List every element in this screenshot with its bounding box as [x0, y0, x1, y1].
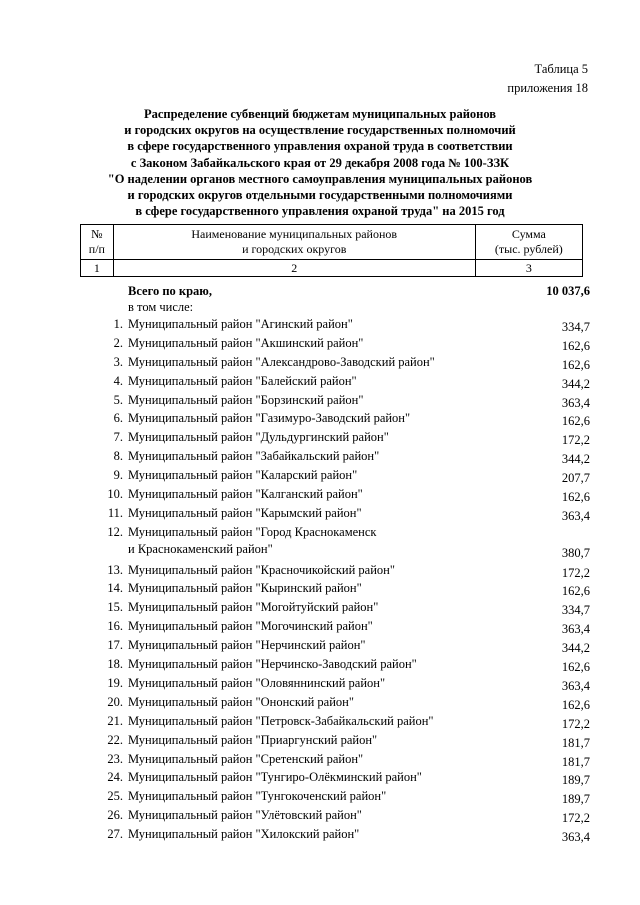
row-number: 11. [107, 505, 123, 520]
row-amount: 334,7 [561, 320, 590, 334]
total-row [80, 283, 590, 299]
row-amount: 181,7 [561, 735, 590, 750]
total-label: Всего по краю, [128, 284, 212, 298]
row-district-name: Муниципальный район "Каларский район" [128, 468, 358, 483]
table-row [80, 315, 590, 334]
table-row [80, 409, 590, 428]
row-district-name: Муниципальный район "Дульдургинский район" [128, 430, 389, 445]
row-amount: 380,7 [561, 545, 590, 560]
table-row [80, 712, 590, 731]
row-amount: 172,2 [561, 433, 590, 448]
row-number: 5. [113, 392, 123, 407]
title-line: и городских округов на осуществление государственных полномочий [124, 123, 516, 138]
including-label: в том числе: [128, 300, 194, 314]
row-district-name: Муниципальный район "Калганский район" [128, 487, 363, 502]
row-amount: 363,4 [561, 678, 590, 693]
row-number: 15. [107, 600, 123, 615]
table-body [80, 283, 590, 844]
row-amount: 162,6 [561, 660, 590, 675]
row-district-name: Муниципальный район "Тунгокоченский район" [128, 789, 387, 804]
row-number: 24. [107, 770, 123, 785]
table-row [80, 768, 590, 787]
row-number: 25. [107, 789, 123, 804]
row-district-name: Муниципальный район "Акшинский район" [128, 335, 364, 350]
row-amount: 172,2 [561, 716, 590, 731]
appendix-label: приложения 18 [507, 81, 588, 95]
row-amount: 172,2 [561, 565, 590, 580]
table-row [80, 806, 590, 825]
table-row [80, 504, 590, 523]
row-district-name: Муниципальный район "Александрово-Заводский район" [128, 354, 435, 369]
row-amount: 162,6 [561, 338, 590, 353]
row-number: 21. [107, 713, 123, 728]
row-number: 7. [113, 430, 123, 445]
table-row [80, 523, 590, 561]
table-row [80, 334, 590, 353]
row-amount: 363,4 [561, 830, 590, 845]
table-row [80, 617, 590, 636]
row-number: 23. [107, 751, 123, 766]
row-amount: 334,7 [561, 603, 590, 618]
table-row [80, 636, 590, 655]
row-district-name: Муниципальный район "Агинский район" [128, 317, 353, 331]
table-row [80, 447, 590, 466]
document-title [90, 106, 550, 219]
row-number: 22. [107, 732, 123, 747]
row-amount: 363,4 [561, 508, 590, 523]
table-row [80, 655, 590, 674]
row-amount: 344,2 [561, 641, 590, 656]
col-number-header-text: № п/п [88, 227, 105, 256]
row-amount: 189,7 [561, 792, 590, 807]
row-district-name: Муниципальный район "Газимуро-Заводский район" [128, 411, 411, 426]
row-amount: 162,6 [561, 697, 590, 712]
row-district-name: Муниципальный район "Могойтуйский район" [128, 600, 379, 615]
table-row [80, 428, 590, 447]
row-district-name: Муниципальный район "Могочинский район" [128, 619, 373, 634]
row-number: 8. [113, 449, 123, 464]
table-row [80, 825, 590, 844]
table-row [80, 750, 590, 769]
row-district-name: Муниципальный район "Сретенский район" [128, 751, 364, 766]
col-name-header [113, 225, 475, 260]
row-district-name: Муниципальный район "Ононский район" [128, 694, 354, 709]
row-amount: 172,2 [561, 811, 590, 826]
table-row [80, 579, 590, 598]
row-number: 10. [107, 487, 123, 502]
table-row [80, 561, 590, 580]
title-line: в сфере государственного управления охраной труда" на 2015 год [135, 204, 505, 219]
row-number: 1. [113, 317, 123, 331]
table-row [80, 693, 590, 712]
row-district-name: Муниципальный район "Нерчинский район" [128, 638, 366, 653]
table-row [80, 731, 590, 750]
row-district-name: Муниципальный район "Балейский район" [128, 373, 357, 388]
title-line: с Законом Забайкальского края от 29 декабря 2008 года № 100-ЗЗК [130, 155, 510, 170]
row-number: 6. [113, 411, 123, 426]
row-number: 12. [107, 524, 123, 539]
row-amount: 363,4 [561, 395, 590, 410]
row-amount: 162,6 [561, 414, 590, 429]
row-district-name: Муниципальный район "Петровск-Забайкальский район" [128, 713, 434, 728]
col-amount-header [475, 225, 582, 260]
table-header [80, 224, 583, 277]
table-row [80, 674, 590, 693]
row-amount: 189,7 [561, 773, 590, 788]
col-index-1: 1 [81, 260, 114, 277]
row-number: 26. [107, 808, 123, 823]
row-district-name: Муниципальный район "Карымский район" [128, 505, 362, 520]
table-row [80, 787, 590, 806]
row-number: 4. [113, 373, 123, 388]
row-number: 13. [107, 562, 123, 577]
col-number-header [81, 225, 114, 260]
row-district-name: Муниципальный район "Борзинский район" [128, 392, 364, 407]
table-row [80, 598, 590, 617]
row-number: 19. [107, 675, 123, 690]
row-district-name: Муниципальный район "Приаргунский район" [128, 732, 378, 747]
row-number: 20. [107, 694, 123, 709]
title-line: Распределение субвенций бюджетам муниципальных районов [143, 107, 497, 121]
col-amount-header-text: Сумма (тыс. рублей) [494, 227, 563, 256]
row-district-name: Муниципальный район "Оловяннинский район" [128, 675, 386, 690]
table-row [80, 372, 590, 391]
title-line: в сфере государственного управления охраной труда в соответствии [127, 139, 513, 154]
row-district-name: Муниципальный район "Улётовский район" [128, 808, 362, 823]
col-index-2: 2 [113, 260, 475, 277]
table-row [80, 391, 590, 410]
row-number: 27. [107, 827, 123, 842]
col-name-header-text: Наименование муниципальных районов и городских округов [191, 227, 398, 256]
row-amount: 162,6 [561, 357, 590, 372]
row-amount: 344,2 [561, 452, 590, 467]
row-number: 9. [113, 468, 123, 483]
col-index-3: 3 [475, 260, 582, 277]
row-number: 17. [107, 638, 123, 653]
row-number: 14. [107, 581, 123, 596]
row-number: 16. [107, 619, 123, 634]
row-amount: 162,6 [561, 490, 590, 505]
row-number: 3. [113, 354, 123, 369]
row-amount: 344,2 [561, 376, 590, 391]
title-line: "О наделении органов местного самоуправления муниципальных районов [107, 171, 533, 186]
row-district-name: Муниципальный район "Нерчинско-Заводский район" [128, 657, 417, 672]
table-row [80, 485, 590, 504]
row-amount: 162,6 [561, 584, 590, 599]
total-amount: 10 037,6 [546, 284, 590, 298]
row-district-name: Муниципальный район "Город Краснокаменск и Краснокаменский район" [128, 524, 377, 556]
row-district-name: Муниципальный район "Красночикойский район" [128, 562, 395, 577]
row-district-name: Муниципальный район "Тунгиро-Олёкминский район" [128, 770, 422, 785]
row-amount: 181,7 [561, 754, 590, 769]
including-row [80, 299, 590, 315]
row-district-name: Муниципальный район "Забайкальский район" [128, 449, 380, 464]
row-amount: 363,4 [561, 622, 590, 637]
row-amount: 207,7 [561, 471, 590, 486]
title-line: и городских округов отдельными государственными полномочиями [127, 188, 513, 203]
table-row [80, 353, 590, 372]
table-number-label: Таблица 5 [534, 62, 588, 76]
row-number: 18. [107, 657, 123, 672]
row-district-name: Муниципальный район "Хилокский район" [128, 827, 360, 842]
row-number: 2. [113, 335, 123, 350]
table-row [80, 466, 590, 485]
row-district-name: Муниципальный район "Кыринский район" [128, 581, 362, 596]
